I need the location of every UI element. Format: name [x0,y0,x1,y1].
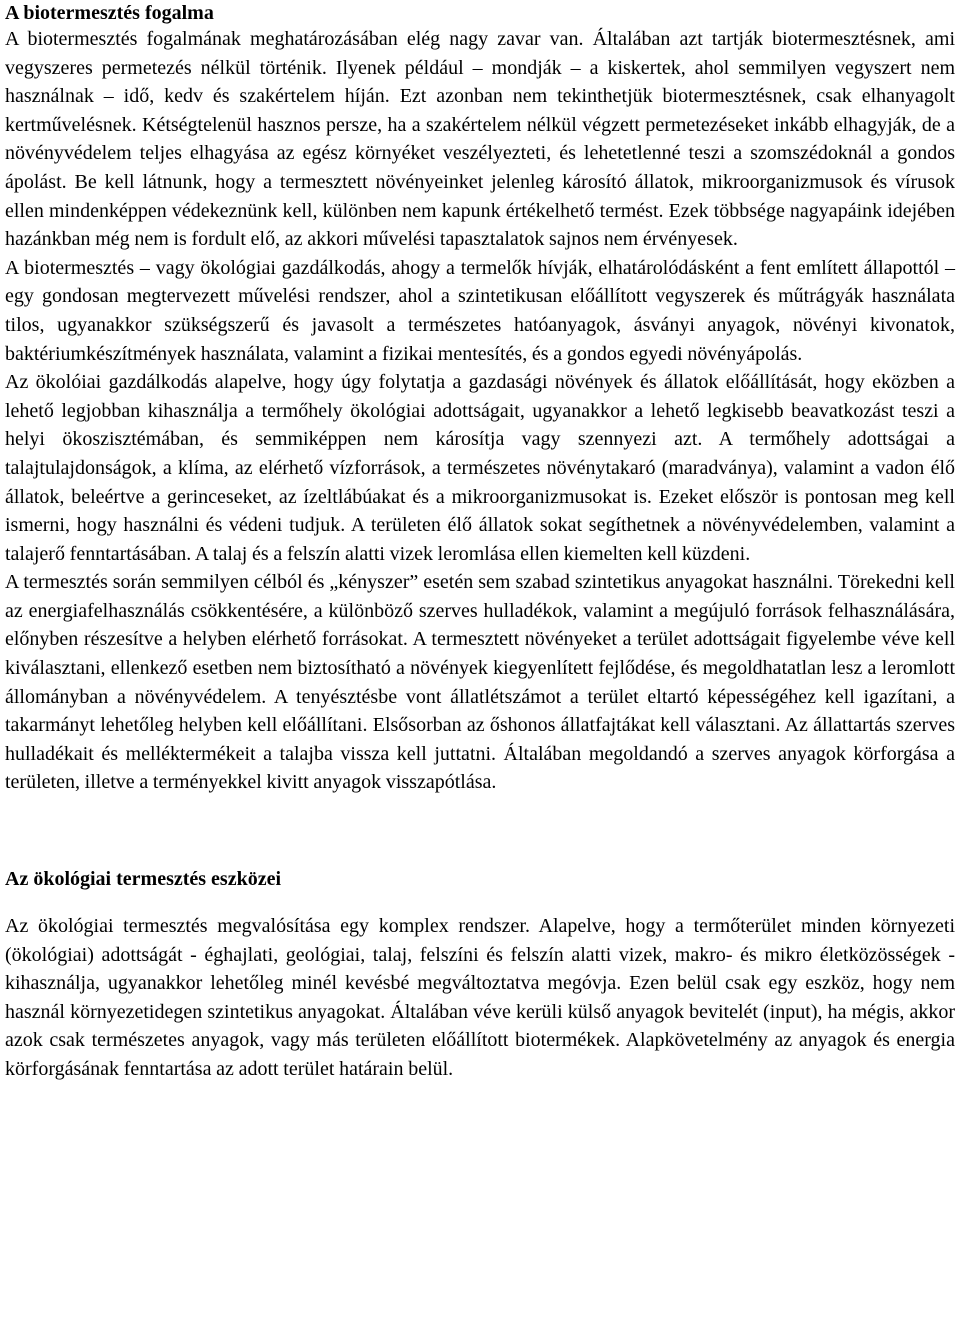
paragraph: A biotermesztés – vagy ökológiai gazdálkodás, ahogy a termelők hívják, elhatárolódásként a fent említett állapottól – egy gondosan megtervezett művelési rendszer, ahol a szintetikusan előállított vegyszerek és műtrágyák használata tilos, ugyanakkor szükségszerű és javasolt a természetes hatóanyagok, ásványi anyagok, növényi kivonatok, baktériumkészítmények használata, valamint a fizikai mentesítés, és a gondos egyedi növényápolás. [5,256,955,365]
paragraph: A biotermesztés fogalmának meghatározásában elég nagy zavar van. Általában azt tartják biotermesztésnek, ami vegyszeres permetezés nélkül történik. Ilyenek például – mondják – a kiskertek, ahol semmilyen vegyszert nem használnak – idő, kedv és szakértelem híján. Ezt azonban nem tekinthetjük biotermesztésnek, csak elhanyagolt kertművelésnek. Kétségtelenül hasznos persze, ha a szakértelem nélkül végzett permetezéseket inkább elhagyják, de a növényvédelem teljes elhagyása az egész környéket veszélyezteti, és lehetetlenné teszi a szomszédoknál a gondos ápolást. Be kell látnunk, hogy a termesztett növényeinket jelenleg károsító állatok, mikroorganizmusok és vírusok ellen mindenképpen védekeznünk kell, különben nem kapunk értékelhető termést. Ezek többsége nagyapáink idejében hazánkban még nem is fordult elő, az akkori művelési tapasztalatok sajnos nem érvényesek. [5,28,955,251]
section-title-biotermesztes: A biotermesztés fogalma [5,2,214,24]
section-spacer [5,797,955,843]
document-page [5,0,955,1084]
paragraph: Az ökolóiai gazdálkodás alapelve, hogy úgy folytatja a gazdasági növények és állatok előállítását, hogy eközben a lehető legjobban kihasználja a termőhely ökológiai adottságait, ugyanakkor a lehető legkisebb beavatkozást teszi a helyi ökoszisztémában, és semmiképpen nem károsítja vagy szennyezi azt. A termőhely adottságai a talajtulajdonságok, a klíma, az elérhető vízforrások, a természetes növénytakaró (maradványa), valamint a vadon élő állatok, beleértve a gerinceseket, az ízeltlábúakat és a mikroorganizmusokat is. Ezeket először is pontosan meg kell ismerni, hogy használni és védeni tudjuk. A területen élő állatok sokat segíthetnek a növényvédelemben, valamint a talajerő fenntartásában. A talaj és a felszín alatti vizek leromlása ellen kiemelten kell küzdeni. [5,371,955,565]
paragraph: A termesztés során semmilyen célból és „kényszer” esetén sem szabad szintetikus anyagokat használni. Törekedni kell az energiafelhasználás csökkentésére, a különböző szerves hulladékok, valamint a megújuló források felhasználására, előnyben részesítve a helyben elérhető forrásokat. A termesztett növényeket a terület adottságait figyelembe véve kell kiválasztani, ellenkező esetben nem biztosítható a növények kiegyenlített fejlődése, és megoldhatatlan lesz a leromlott állományban a növényvédelem. A tenyésztésbe vont állatlétszámot a terület eltartó képességéhez kell igazítani, a takarmányt lehetőleg helyben kell előállítani. Elsősorban az őshonos állatfajtákat kell választani. Az állattartás szerves hulladékait és melléktermékeit a talajba vissza kell juttatni. Általában megoldandó a szerves anyagok körforgása a területen, illetve a terményekkel kivitt anyagok visszapótlása. [5,571,955,794]
paragraph: Az ökológiai termesztés megvalósítása egy komplex rendszer. Alapelve, hogy a termőterület minden környezeti (ökológiai) adottságát - éghajlati, geológiai, talaj, felszíni és felszín alatti vizek, makro- és mikro életközösségek - kihasználja, ugyanakkor lehetőleg minél kevésbé megváltoztatva megóvja. Ezen belül csak egy eszköz, hogy nem használ környezetidegen szintetikus anyagokat. Általában véve kerüli külső anyagok bevitelét (input), ha mégis, akkor azok csak természetes anyagok, vagy más területen előállított biotermékek. Alapkövetelmény az anyagok és energia körforgásának fenntartása az adott terület határain belül. [5,915,955,1080]
section-title-eszkozei: Az ökológiai termesztés eszközei [5,868,282,891]
